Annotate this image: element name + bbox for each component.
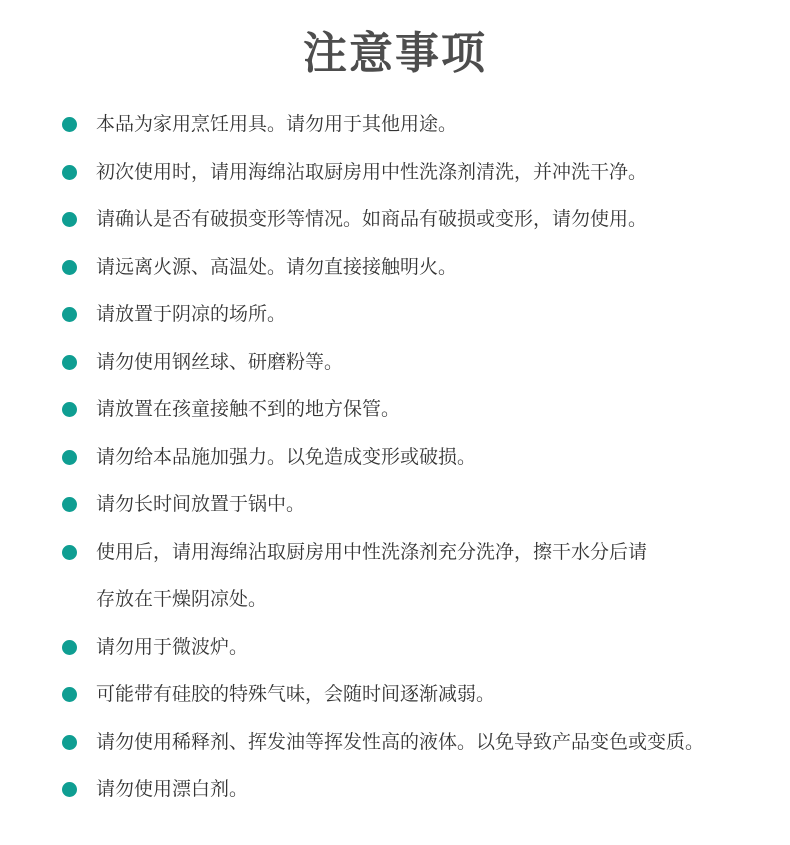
note-text: 请勿使用漂白剂。: [96, 778, 249, 800]
list-item: [62, 766, 782, 814]
bullet-dot-icon: [62, 355, 77, 370]
bullet-dot-icon: [62, 117, 77, 132]
bullet-dot-icon: [62, 260, 77, 275]
notes-list: [62, 101, 782, 814]
note-text: 请勿给本品施加强力。以免造成变形或破损。: [96, 445, 477, 468]
list-item: [62, 719, 782, 767]
bullet-dot-icon: [62, 545, 77, 560]
list-item: [62, 434, 782, 482]
bullet-dot-icon: [62, 735, 77, 750]
bullet-dot-icon: [62, 687, 77, 702]
list-item: [62, 149, 782, 197]
note-text: 可能带有硅胶的特殊气味，会随时间逐渐减弱。: [96, 683, 496, 705]
list-item: [62, 481, 782, 529]
list-item: [62, 671, 782, 719]
bullet-dot-icon: [62, 402, 77, 417]
note-text: 请勿使用稀释剂、挥发油等挥发性高的液体。以免导致产品变色或变质。: [96, 730, 705, 753]
note-text: 请放置在孩童接触不到的地方保管。: [96, 398, 401, 420]
note-text: 请远离火源、高温处。请勿直接接触明火。: [96, 255, 458, 278]
note-text: 本品为家用烹饪用具。请勿用于其他用途。: [96, 113, 458, 135]
note-text-continued: 存放在干燥阴凉处。: [96, 588, 268, 610]
bullet-dot-icon: [62, 782, 77, 797]
list-item: [62, 529, 782, 624]
page-title: 注意事项: [303, 28, 487, 79]
note-text: 请勿使用钢丝球、研磨粉等。: [96, 350, 344, 373]
list-item: [62, 291, 782, 339]
note-text: 请勿用于微波炉。: [96, 635, 249, 658]
note-text: 初次使用时，请用海绵沾取厨房用中性洗涤剂清洗，并冲洗干净。: [96, 160, 648, 183]
note-text: 请放置于阴凉的场所。: [96, 303, 287, 325]
bullet-dot-icon: [62, 640, 77, 655]
list-item: [62, 339, 782, 387]
bullet-dot-icon: [62, 212, 77, 227]
list-item: [62, 101, 782, 149]
bullet-dot-icon: [62, 497, 77, 512]
list-item: [62, 624, 782, 672]
bullet-dot-icon: [62, 450, 77, 465]
list-item: [62, 386, 782, 434]
list-item: [62, 244, 782, 292]
note-text: 请勿长时间放置于锅中。: [96, 493, 306, 515]
bullet-dot-icon: [62, 165, 77, 180]
list-item: [62, 196, 782, 244]
note-text: 请确认是否有破损变形等情况。如商品有破损或变形，请勿使用。: [96, 208, 648, 230]
bullet-dot-icon: [62, 307, 77, 322]
note-text: 使用后，请用海绵沾取厨房用中性洗涤剂充分洗净，擦干水分后请: [96, 540, 648, 563]
